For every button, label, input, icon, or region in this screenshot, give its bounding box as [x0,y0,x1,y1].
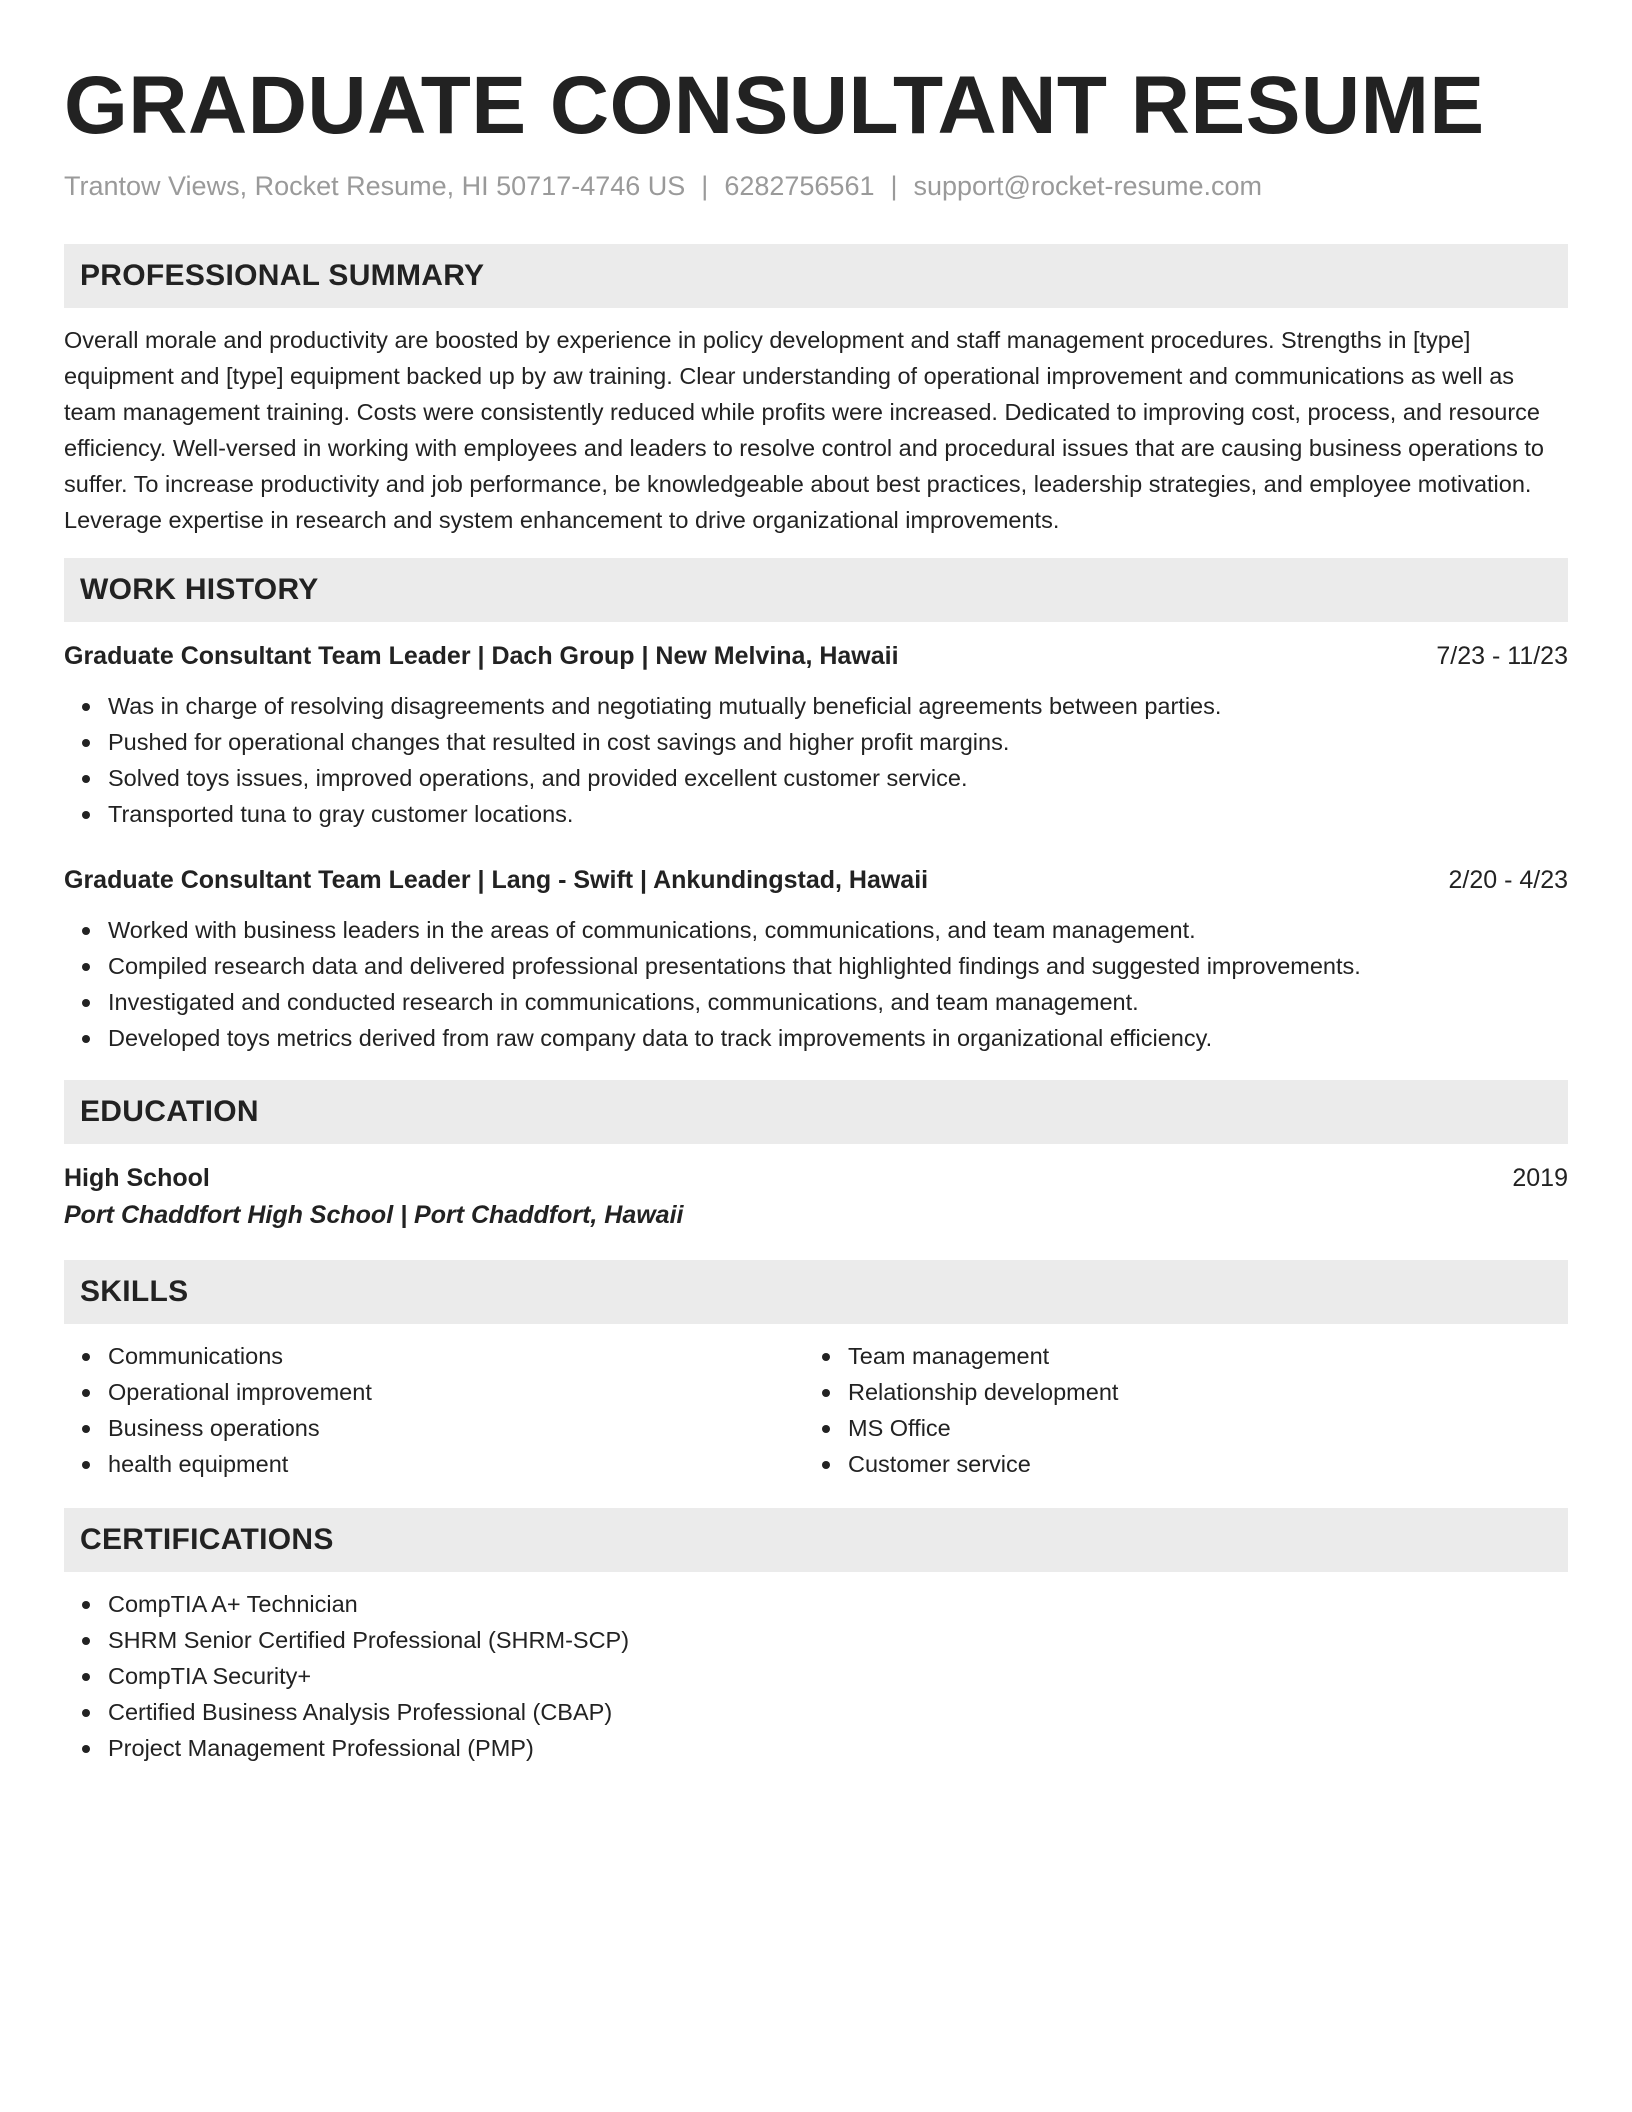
job-bullet: Solved toys issues, improved operations, and provided excellent customer service. [64,760,1568,796]
skill-item: health equipment [64,1446,804,1482]
contact-email[interactable]: support@rocket-resume.com [913,171,1263,201]
work-heading: WORK HISTORY [80,573,319,606]
job-bullet: Developed toys metrics derived from raw company data to track improvements in organizational efficiency. [64,1020,1568,1056]
certification-item: Certified Business Analysis Professional (CBAP) [64,1694,1568,1730]
summary-text: Overall morale and productivity are boosted by experience in policy development and staff management procedures. Strengths in [type] equipment and [type] equipment backed up by aw training. Clear understanding of operational improvement and communications as well as team management training. Costs were consistently reduced while profits were increased. Dedicated to improving cost, process, and resource efficiency. Well-versed in working with employees and leaders to resolve control and procedural issues that are causing business operations to suffer. To increase productivity and job performance, be knowledgeable about best practices, leadership strategies, and employee motivation. Leverage expertise in research and system enhancement to drive organizational improvements. [64,327,1544,533]
work-section-header [64,558,1568,622]
education-header [64,1160,1568,1196]
skill-item: Customer service [804,1446,1544,1482]
job-bullets [64,688,1568,832]
resume-title: GRADUATE CONSULTANT RESUME [64,60,1485,151]
certification-item: Project Management Professional (PMP) [64,1730,1568,1766]
skills-heading: SKILLS [80,1275,189,1308]
contact-separator: | [890,171,898,201]
job-dates: 7/23 - 11/23 [1436,642,1568,670]
education-section-header [64,1080,1568,1144]
skills-section-header [64,1260,1568,1324]
skills-grid [64,1338,1568,1482]
job-bullet: Pushed for operational changes that resulted in cost savings and higher profit margins. [64,724,1568,760]
education-school: Port Chaddfort High School | Port Chaddfort, Hawaii [64,1201,684,1229]
skill-item: Relationship development [804,1374,1544,1410]
job-bullet: Worked with business leaders in the areas of communications, communications, and team management. [64,912,1568,948]
job-bullets [64,912,1568,1056]
certification-item: CompTIA Security+ [64,1658,1568,1694]
education-heading: EDUCATION [80,1095,259,1128]
certifications-section-header [64,1508,1568,1572]
job-bullet: Compiled research data and delivered professional presentations that highlighted findings and suggested improvements. [64,948,1568,984]
skill-item: Team management [804,1338,1544,1374]
education-entry [64,1160,1568,1234]
skills-column-right [804,1338,1544,1482]
skill-item: Communications [64,1338,804,1374]
job-title: Graduate Consultant Team Leader | Dach Group | New Melvina, Hawaii [64,642,899,670]
job-header [64,862,1568,898]
job-bullet: Was in charge of resolving disagreements and negotiating mutually beneficial agreements between parties. [64,688,1568,724]
contact-separator: | [701,171,709,201]
skill-item: Operational improvement [64,1374,804,1410]
summary-section-header [64,244,1568,308]
certification-item: SHRM Senior Certified Professional (SHRM-SCP) [64,1622,1568,1658]
summary-heading: PROFESSIONAL SUMMARY [80,259,485,292]
skills-column-left [64,1338,804,1482]
job-entry [64,638,1568,832]
job-title: Graduate Consultant Team Leader | Lang - Swift | Ankundingstad, Hawaii [64,866,929,894]
contact-line [64,168,1568,204]
certification-item: CompTIA A+ Technician [64,1586,1568,1622]
job-entry [64,862,1568,1056]
certifications-heading: CERTIFICATIONS [80,1523,334,1556]
job-header [64,638,1568,674]
education-degree: High School [64,1164,210,1192]
contact-phone: 6282756561 [724,171,875,201]
certifications-list [64,1586,1568,1766]
job-bullet: Transported tuna to gray customer locations. [64,796,1568,832]
skill-item: MS Office [804,1410,1544,1446]
skill-item: Business operations [64,1410,804,1446]
education-year: 2019 [1512,1164,1568,1192]
job-dates: 2/20 - 4/23 [1448,866,1568,894]
job-bullet: Investigated and conducted research in communications, communications, and team management. [64,984,1568,1020]
contact-address: Trantow Views, Rocket Resume, HI 50717-4746 US [64,171,686,201]
